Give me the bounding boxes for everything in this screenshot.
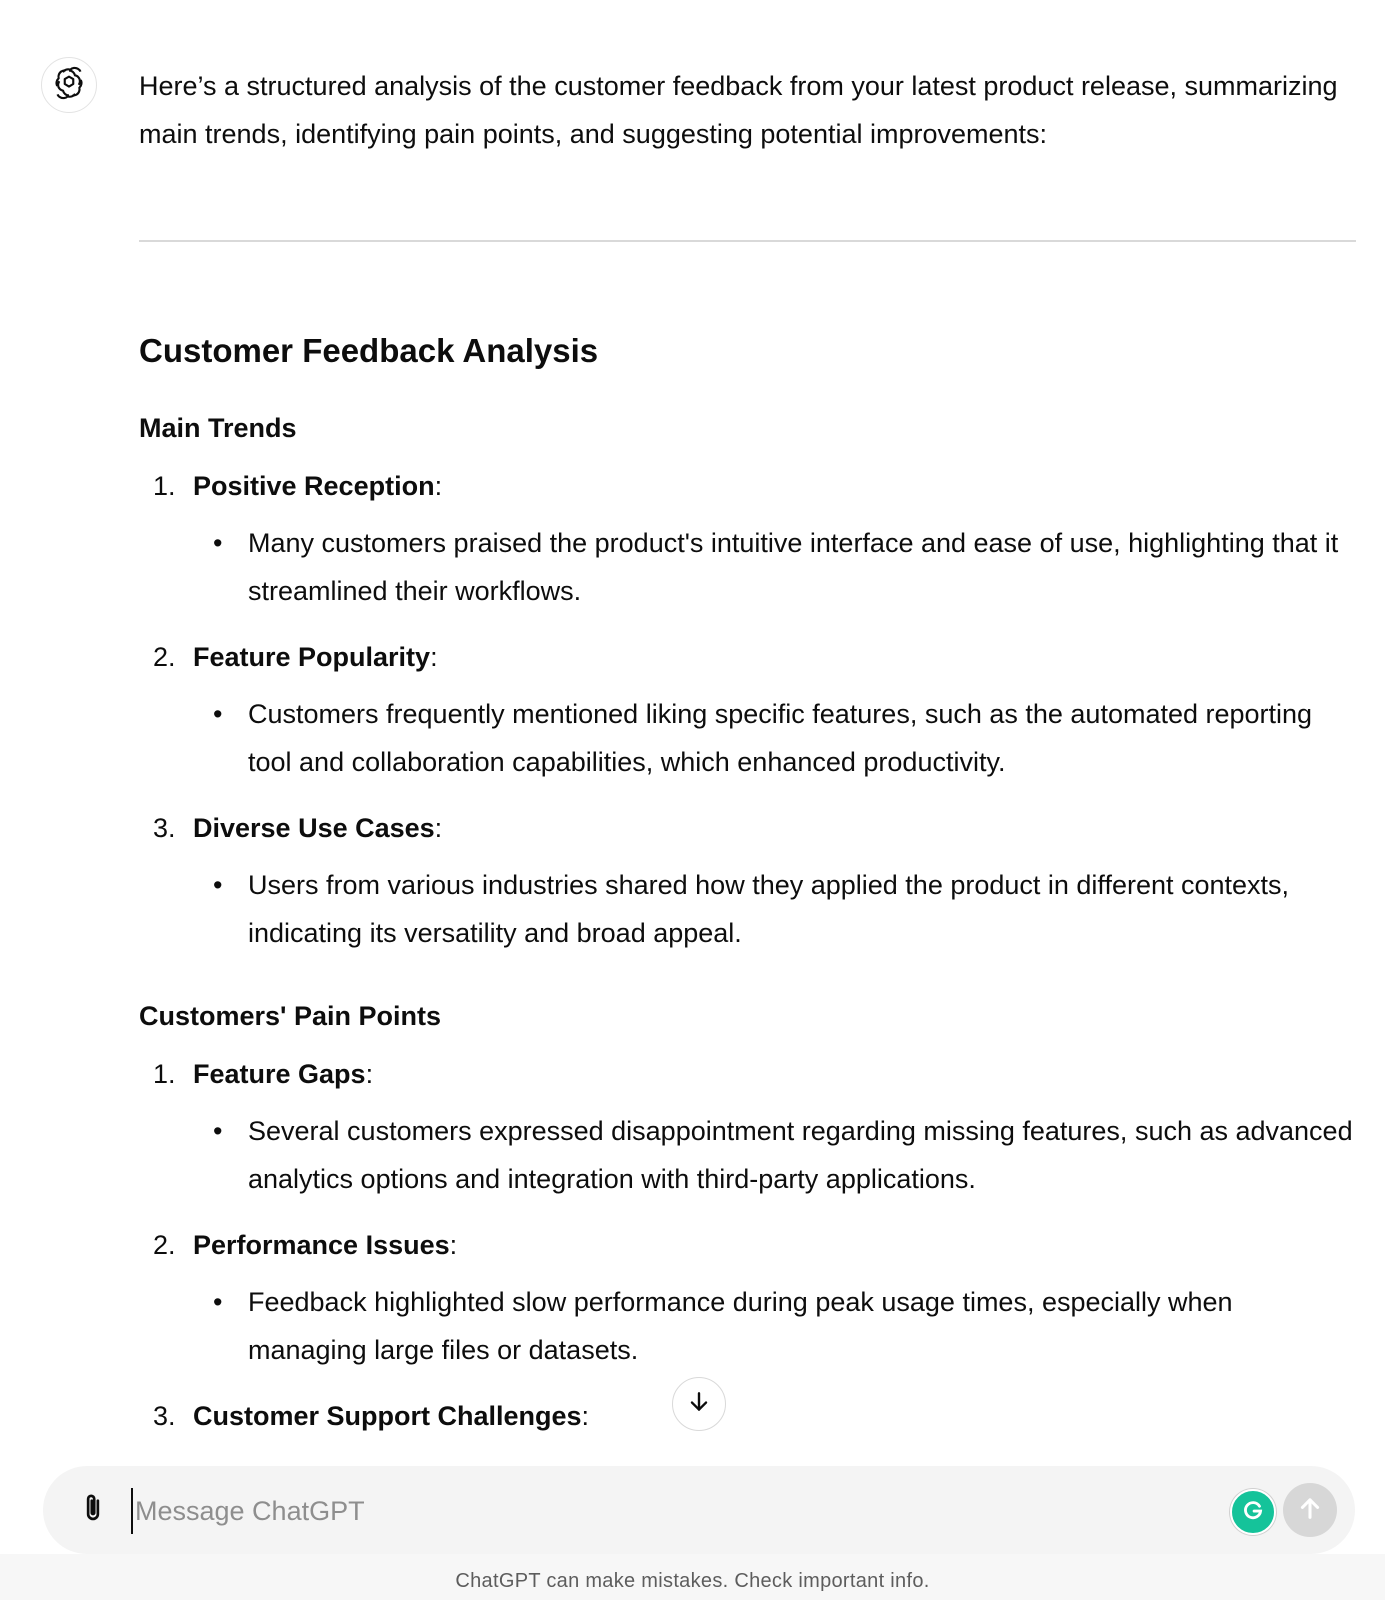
bullet-dot: • bbox=[213, 870, 223, 900]
list-item-label: Positive Reception bbox=[193, 471, 435, 501]
disclaimer-text: ChatGPT can make mistakes. Check important info. bbox=[0, 1554, 1385, 1600]
list-number: 1. bbox=[153, 471, 176, 501]
list-number: 3. bbox=[153, 813, 176, 843]
assistant-message bbox=[139, 62, 1355, 1431]
message-title: Customer Feedback Analysis bbox=[139, 332, 599, 369]
section-heading-main-trends: Main Trends bbox=[139, 413, 297, 443]
list-item bbox=[139, 1227, 457, 1263]
list-item-label: Diverse Use Cases bbox=[193, 813, 435, 843]
list-item-label: Feature Popularity bbox=[193, 642, 431, 672]
bullet-dot: • bbox=[213, 699, 223, 729]
attach-button[interactable] bbox=[73, 1490, 113, 1530]
list-item bbox=[139, 810, 442, 846]
bullet-text: Several customers expressed disappointment regarding missing features, such as advanced analytics options and integration with third-party applications. bbox=[248, 1116, 1353, 1194]
list-number: 3. bbox=[153, 1401, 176, 1431]
list-item-colon: : bbox=[434, 813, 443, 843]
paperclip-icon bbox=[78, 1491, 108, 1530]
bullet-text: Many customers praised the product's intuitive interface and ease of use, highlighting that it streamlined their workflows. bbox=[248, 528, 1339, 606]
bullet-item bbox=[139, 690, 1358, 786]
list-item-label: Performance Issues bbox=[193, 1230, 450, 1260]
message-input[interactable] bbox=[131, 1488, 1197, 1534]
section-heading-pain-points: Customers' Pain Points bbox=[139, 1001, 441, 1031]
bullet-text: Feedback highlighted slow performance during peak usage times, especially when managing large files or datasets. bbox=[248, 1287, 1233, 1365]
grammarly-button[interactable] bbox=[1230, 1489, 1276, 1535]
list-item-colon: : bbox=[434, 471, 443, 501]
list-item-label: Customer Support Challenges bbox=[193, 1401, 582, 1431]
scroll-to-bottom-button[interactable] bbox=[672, 1377, 726, 1431]
list-item bbox=[139, 1056, 373, 1092]
list-number: 2. bbox=[153, 642, 176, 672]
grammarly-icon bbox=[1240, 1497, 1266, 1528]
list-item-colon: : bbox=[581, 1401, 590, 1431]
bullet-dot: • bbox=[213, 1116, 223, 1146]
divider bbox=[139, 240, 1356, 242]
list-item-colon: : bbox=[365, 1059, 374, 1089]
bullet-item bbox=[139, 1107, 1358, 1203]
send-button[interactable] bbox=[1283, 1483, 1337, 1537]
list-number: 2. bbox=[153, 1230, 176, 1260]
list-item-colon: : bbox=[449, 1230, 458, 1260]
bullet-text: Users from various industries shared how they applied the product in different contexts, indicating its versatility and broad appeal. bbox=[248, 870, 1290, 948]
bullet-item bbox=[139, 861, 1358, 957]
arrow-up-icon bbox=[1296, 1494, 1324, 1527]
bullet-dot: • bbox=[213, 528, 223, 558]
list-item bbox=[139, 639, 438, 675]
bullet-item bbox=[139, 519, 1358, 615]
list-number: 1. bbox=[153, 1059, 176, 1089]
bullet-dot: • bbox=[213, 1287, 223, 1317]
bullet-text: Customers frequently mentioned liking specific features, such as the automated reporting tool and collaboration capabilities, which enhanced productivity. bbox=[248, 699, 1313, 777]
assistant-avatar bbox=[41, 57, 97, 113]
bullet-item bbox=[139, 1278, 1358, 1374]
list-item bbox=[139, 468, 442, 504]
list-item bbox=[139, 1398, 589, 1434]
list-item-label: Feature Gaps bbox=[193, 1059, 366, 1089]
openai-logo-icon bbox=[52, 66, 86, 105]
message-composer bbox=[43, 1466, 1355, 1554]
arrow-down-icon bbox=[686, 1389, 712, 1420]
message-intro: Here’s a structured analysis of the customer feedback from your latest product release, summarizing main trends, identifying pain points, and suggesting potential improvements: bbox=[139, 71, 1338, 149]
list-item-colon: : bbox=[430, 642, 438, 672]
